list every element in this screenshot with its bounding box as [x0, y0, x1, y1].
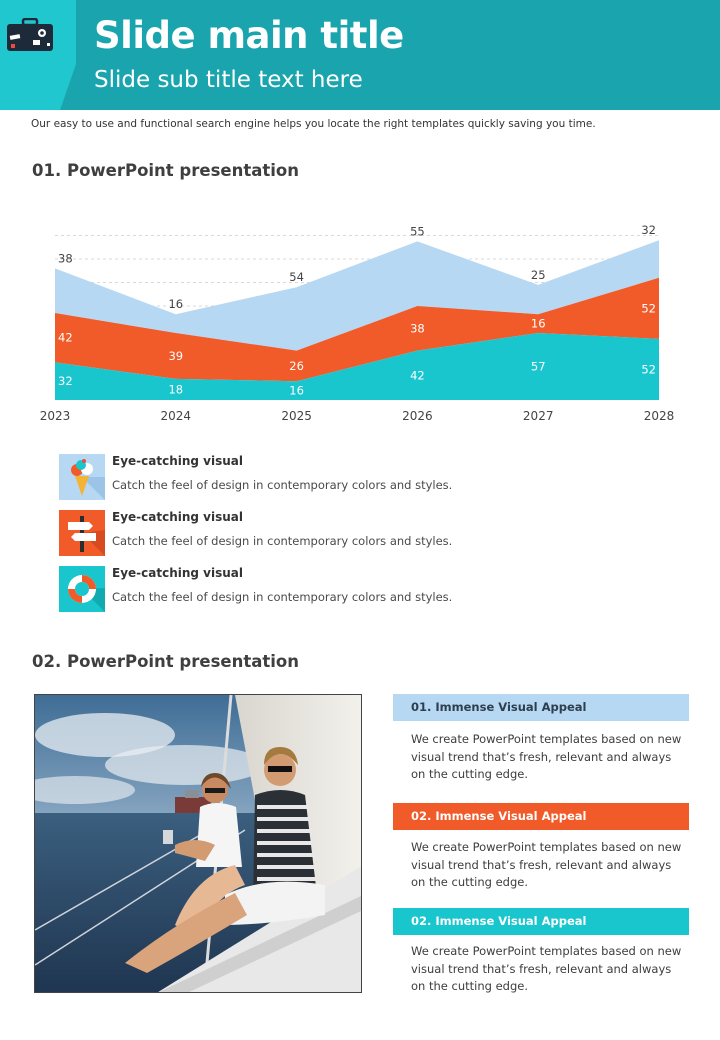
card-text-1: We create PowerPoint templates based on new visual trend that’s fresh, relevant and always on the cutting edge. — [411, 732, 682, 781]
x-tick-label: 2027 — [522, 409, 554, 423]
feature-title: Eye-catching visual — [112, 454, 243, 468]
couple-on-sailboat-photo — [34, 694, 362, 993]
data-label: 52 — [641, 362, 656, 377]
page-title: Slide main title — [94, 14, 404, 57]
data-label: 38 — [410, 321, 425, 336]
data-label: 16 — [168, 297, 184, 312]
data-label: 32 — [58, 374, 73, 389]
feature-item-3 — [59, 566, 519, 614]
feature-description: Catch the feel of design in contemporary colors and styles. — [112, 478, 453, 492]
page-subtitle: Slide sub title text here — [94, 67, 363, 93]
data-label: 16 — [530, 316, 546, 331]
card-header-1: 01. Immense Visual Appeal — [393, 694, 689, 721]
lifebuoy-icon — [59, 566, 105, 612]
data-label: 42 — [58, 330, 73, 345]
data-label: 54 — [289, 270, 304, 285]
data-label: 57 — [530, 359, 546, 374]
feature-title: Eye-catching visual — [112, 510, 243, 524]
card-header-2: 02. Immense Visual Appeal — [393, 803, 689, 830]
signpost-icon — [59, 510, 105, 556]
data-label: 38 — [58, 251, 73, 266]
data-label: 18 — [168, 382, 184, 397]
data-label: 39 — [168, 348, 184, 363]
data-label: 25 — [530, 267, 546, 282]
feature-description: Catch the feel of design in contemporary colors and styles. — [112, 534, 453, 548]
x-tick-label: 2028 — [643, 409, 675, 423]
ice-cream-icon — [59, 454, 105, 500]
data-label: 55 — [410, 224, 425, 239]
section-title-2: 02. PowerPoint presentation — [32, 652, 299, 671]
data-label: 26 — [289, 358, 304, 373]
data-label: 32 — [641, 223, 656, 238]
suitcase-icon — [6, 18, 54, 52]
feature-title: Eye-catching visual — [112, 566, 243, 580]
feature-item-1 — [59, 454, 519, 502]
x-tick-label: 2025 — [281, 409, 312, 423]
intro-text: Our easy to use and functional search engine helps you locate the right templates quickly saving you time. — [31, 118, 596, 130]
feature-description: Catch the feel of design in contemporary colors and styles. — [112, 590, 453, 604]
stacked-area-chart — [30, 200, 690, 430]
card-text-2: We create PowerPoint templates based on new visual trend that’s fresh, relevant and always on the cutting edge. — [411, 840, 682, 889]
card-header-3: 02. Immense Visual Appeal — [393, 908, 689, 935]
header-icon-panel — [0, 0, 76, 110]
x-tick-label: 2024 — [160, 409, 192, 423]
x-tick-label: 2023 — [39, 409, 71, 423]
card-text-3: We create PowerPoint templates based on new visual trend that’s fresh, relevant and always on the cutting edge. — [411, 944, 682, 993]
data-label: 16 — [289, 383, 304, 398]
header-banner — [0, 0, 720, 110]
data-label: 42 — [410, 368, 425, 383]
data-label: 52 — [641, 301, 656, 316]
feature-item-2 — [59, 510, 519, 558]
section-title-1: 01. PowerPoint presentation — [32, 161, 299, 180]
x-tick-label: 2026 — [402, 409, 433, 423]
